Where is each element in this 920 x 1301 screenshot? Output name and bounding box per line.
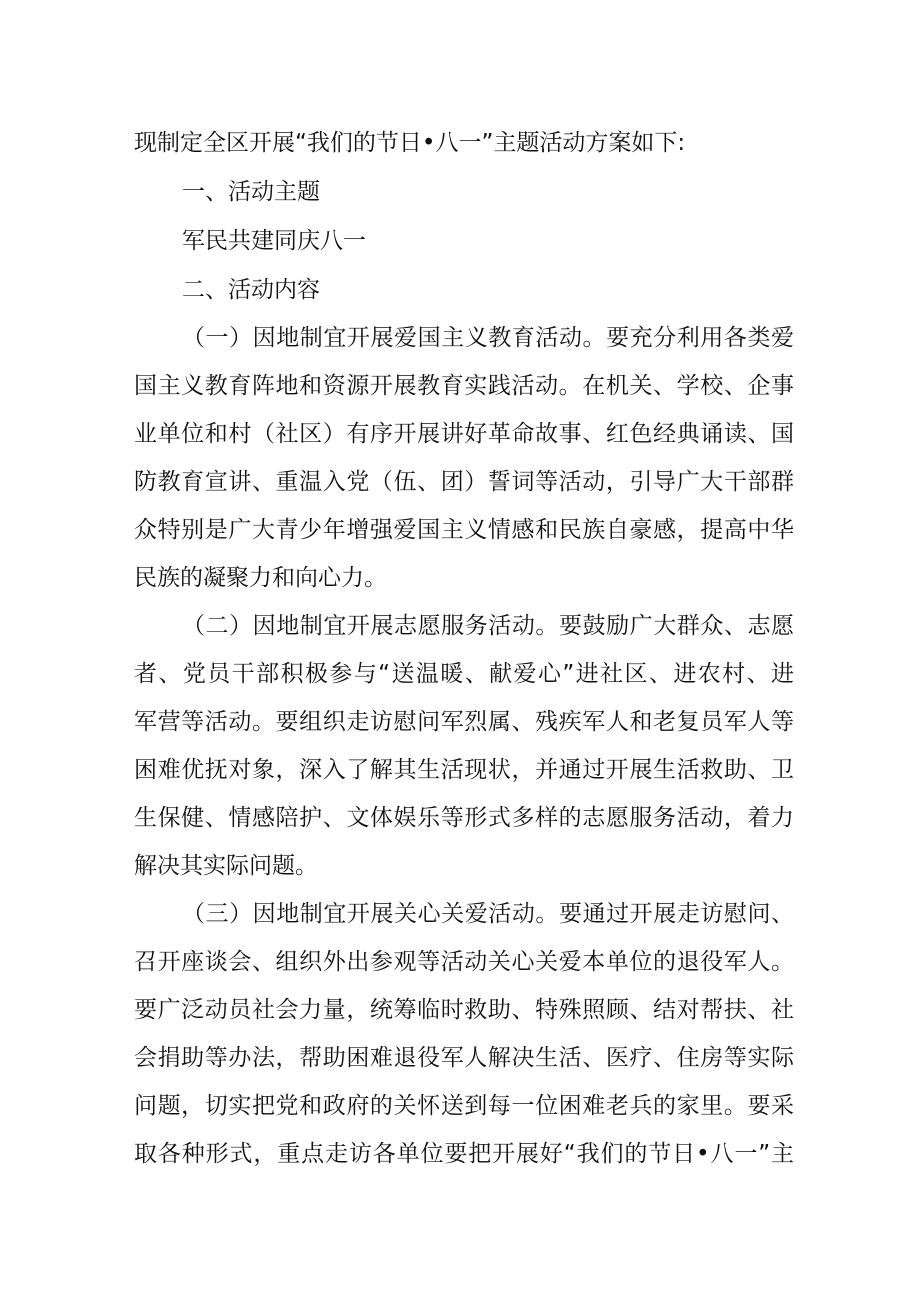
item-3-line-2: 召开座谈会、组织外出参观等活动关心关爱本单位的退役军人。 (134, 949, 794, 975)
item-2-line-5: 生保健、情感陪护、文体娱乐等形式多样的志愿服务活动，着力 (134, 805, 794, 831)
section-2-heading: 二、活动内容 (182, 277, 320, 303)
item-3-line-4: 会捐助等办法，帮助困难退役军人解决生活、医疗、住房等实际 (134, 1045, 794, 1071)
item-2-line-2: 者、党员干部积极参与“送温暖、献爱心”进社区、进农村、进 (134, 661, 794, 687)
item-3-line-3: 要广泛动员社会力量，统筹临时救助、特殊照顾、结对帮扶、社 (134, 997, 794, 1023)
activity-theme-text: 军民共建同庆八一 (182, 228, 366, 254)
item-2-line-1: （二）因地制宜开展志愿服务活动。要鼓励广大群众、志愿 (182, 613, 794, 639)
item-1-line-2: 国主义教育阵地和资源开展教育实践活动。在机关、学校、企事 (134, 373, 794, 399)
item-1-line-3: 业单位和村（社区）有序开展讲好革命故事、红色经典诵读、国 (134, 421, 794, 447)
item-3-line-1: （三）因地制宜开展关心关爱活动。要通过开展走访慰问、 (182, 901, 794, 927)
item-2-line-4: 困难优抚对象，深入了解其生活现状，并通过开展生活救助、卫 (134, 757, 794, 783)
item-1-line-4: 防教育宣讲、重温入党（伍、团）誓词等活动，引导广大干部群 (134, 469, 794, 495)
section-1-heading: 一、活动主题 (182, 179, 320, 205)
item-1-line-1: （一）因地制宜开展爱国主义教育活动。要充分利用各类爱 (182, 325, 794, 351)
item-3-line-6: 取各种形式，重点走访各单位要把开展好“我们的节日•八一”主 (134, 1141, 794, 1167)
item-3-line-5: 问题，切实把党和政府的关怀送到每一位困难老兵的家里。要采 (134, 1093, 794, 1119)
item-2-line-3: 军营等活动。要组织走访慰问军烈属、残疾军人和老复员军人等 (134, 709, 794, 735)
item-2-line-6: 解决其实际问题。 (134, 853, 318, 879)
item-1-line-5: 众特别是广大青少年增强爱国主义情感和民族自豪感，提高中华 (134, 517, 794, 543)
item-1-line-6: 民族的凝聚力和向心力。 (134, 565, 387, 591)
intro-paragraph: 现制定全区开展“我们的节日•八一”主题活动方案如下: (134, 130, 686, 156)
